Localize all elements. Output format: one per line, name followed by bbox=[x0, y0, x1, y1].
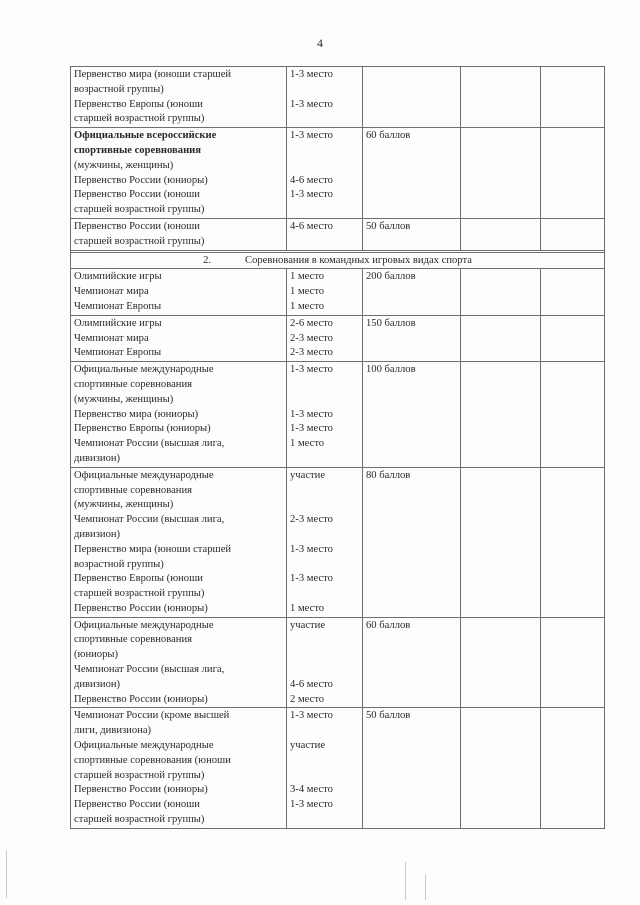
points-cell bbox=[363, 708, 461, 828]
place-line bbox=[290, 587, 359, 602]
competition-line: старшей возрастной группы) bbox=[74, 204, 205, 216]
competition-line: Официальные международные bbox=[74, 740, 214, 752]
empty-cell bbox=[461, 362, 541, 468]
points-cell bbox=[363, 467, 461, 617]
competition-cell bbox=[71, 315, 287, 361]
place-line: 4-6 место bbox=[290, 678, 333, 690]
competition-cell bbox=[71, 362, 287, 468]
place-line bbox=[290, 663, 359, 678]
points-value: 200 баллов bbox=[366, 271, 416, 283]
competition-line: лиги, дивизиона) bbox=[74, 725, 152, 737]
competition-line: Первенство России (юниоры) bbox=[74, 174, 208, 186]
place-line: 1-3 место bbox=[290, 364, 333, 376]
competition-line: Первенство мира (юноши старшей bbox=[74, 69, 232, 80]
place-line bbox=[290, 393, 359, 408]
competition-line: Первенство России (юноши bbox=[74, 220, 200, 232]
points-cell bbox=[363, 315, 461, 361]
competition-line: возрастной группы) bbox=[74, 558, 164, 570]
competition-line: дивизион) bbox=[74, 452, 121, 464]
competition-line: (юниоры) bbox=[74, 649, 119, 661]
place-line: 2-6 место bbox=[290, 317, 333, 329]
competition-line: Официальные международные bbox=[74, 469, 214, 481]
competition-cell bbox=[71, 269, 287, 315]
place-line: 1 место bbox=[290, 602, 325, 614]
competition-line: старшей возрастной группы) bbox=[74, 235, 205, 247]
place-line bbox=[290, 633, 359, 648]
empty-cell bbox=[541, 128, 605, 219]
place-line: 2-3 место bbox=[290, 514, 333, 526]
place-line: 1 место bbox=[290, 438, 325, 450]
competition-line: Первенство мира (юниоры) bbox=[74, 408, 199, 420]
place-line: 1 место bbox=[290, 300, 325, 312]
section-heading bbox=[71, 252, 605, 269]
competition-line: Чемпионат Европы bbox=[74, 347, 162, 359]
empty-cell bbox=[541, 269, 605, 315]
competition-line: Первенство мира (юноши старшей bbox=[74, 543, 232, 555]
place-line: 4-6 место bbox=[290, 174, 333, 186]
scan-artifact bbox=[425, 874, 426, 900]
place-cell bbox=[287, 128, 363, 219]
place-line bbox=[290, 528, 359, 543]
place-line: 1-3 место bbox=[290, 710, 333, 722]
competition-line: Официальные международные bbox=[74, 619, 214, 631]
competition-line: старшей возрастной группы) bbox=[74, 113, 205, 125]
empty-cell bbox=[461, 467, 541, 617]
table-row bbox=[71, 252, 605, 269]
place-cell bbox=[287, 708, 363, 828]
place-line bbox=[290, 484, 359, 499]
place-line: 1-3 место bbox=[290, 98, 333, 110]
place-line bbox=[290, 648, 359, 663]
points-value: 150 баллов bbox=[366, 317, 416, 329]
empty-cell bbox=[541, 708, 605, 828]
points-value: 60 баллов bbox=[366, 619, 411, 631]
empty-cell bbox=[541, 67, 605, 128]
competition-line: дивизион) bbox=[74, 528, 121, 540]
points-value: 80 баллов bbox=[366, 469, 411, 481]
place-line: 1 место bbox=[290, 271, 325, 283]
table-row bbox=[71, 269, 605, 315]
empty-cell bbox=[541, 617, 605, 708]
place-line: 1-3 место bbox=[290, 69, 333, 80]
place-cell bbox=[287, 362, 363, 468]
competition-line: старшей возрастной группы) bbox=[74, 769, 205, 781]
points-value: 60 баллов bbox=[366, 130, 411, 142]
competition-cell bbox=[71, 218, 287, 250]
place-line bbox=[290, 498, 359, 513]
competition-cell bbox=[71, 617, 287, 708]
place-cell bbox=[287, 467, 363, 617]
competition-line: возрастной группы) bbox=[74, 83, 164, 95]
points-value: 100 баллов bbox=[366, 364, 416, 376]
points-cell bbox=[363, 617, 461, 708]
competition-line: Первенство России (юноши bbox=[74, 189, 200, 201]
place-line bbox=[290, 83, 359, 98]
empty-cell bbox=[541, 218, 605, 250]
place-line: участие bbox=[290, 740, 326, 752]
place-line bbox=[290, 235, 359, 250]
place-line: 1-3 место bbox=[290, 573, 333, 585]
table-row bbox=[71, 708, 605, 828]
points-cell bbox=[363, 269, 461, 315]
empty-cell bbox=[461, 617, 541, 708]
competition-line: спортивные соревнования bbox=[74, 634, 193, 646]
place-line bbox=[290, 144, 359, 159]
place-line: 4-6 место bbox=[290, 220, 333, 232]
points-cell bbox=[363, 128, 461, 219]
competition-line: Первенство России (юниоры) bbox=[74, 784, 208, 796]
place-line bbox=[290, 769, 359, 784]
empty-cell bbox=[461, 708, 541, 828]
empty-cell bbox=[541, 467, 605, 617]
place-line: участие bbox=[290, 619, 326, 631]
empty-cell bbox=[461, 315, 541, 361]
table-row bbox=[71, 315, 605, 361]
place-line: 1-3 место bbox=[290, 189, 333, 201]
points-cell bbox=[363, 67, 461, 128]
competition-line: (мужчины, женщины) bbox=[74, 159, 174, 171]
empty-cell bbox=[461, 67, 541, 128]
place-line bbox=[290, 112, 359, 127]
page-number: 4 bbox=[317, 36, 323, 50]
competition-line: Официальные всероссийские bbox=[74, 130, 217, 142]
empty-cell bbox=[461, 218, 541, 250]
competition-line: спортивные соревнования bbox=[74, 484, 193, 496]
achievement-points-table bbox=[70, 66, 605, 829]
competition-line: Первенство России (юниоры) bbox=[74, 693, 208, 705]
place-line: 2 место bbox=[290, 693, 325, 705]
points-cell bbox=[363, 218, 461, 250]
table-row bbox=[71, 218, 605, 250]
table-row bbox=[71, 467, 605, 617]
place-line bbox=[290, 754, 359, 769]
place-line bbox=[290, 452, 359, 467]
competition-line: дивизион) bbox=[74, 678, 121, 690]
place-cell bbox=[287, 218, 363, 250]
place-cell bbox=[287, 67, 363, 128]
place-line: 3-4 место bbox=[290, 784, 333, 796]
points-value: 50 баллов bbox=[366, 710, 411, 722]
place-cell bbox=[287, 617, 363, 708]
empty-cell bbox=[541, 362, 605, 468]
place-line bbox=[290, 159, 359, 174]
place-line: 1-3 место bbox=[290, 423, 333, 435]
empty-cell bbox=[461, 128, 541, 219]
place-line bbox=[290, 378, 359, 393]
competition-line: Олимпийские игры bbox=[74, 317, 162, 329]
competition-line: Первенство России (юниоры) bbox=[74, 602, 208, 614]
competition-line: Чемпионат мира bbox=[74, 286, 149, 298]
competition-cell bbox=[71, 467, 287, 617]
section-title: Соревнования в командных игровых видах спорта bbox=[245, 254, 472, 266]
table-row bbox=[71, 128, 605, 219]
empty-cell bbox=[461, 269, 541, 315]
place-line: 1-3 место bbox=[290, 408, 333, 420]
place-line bbox=[290, 558, 359, 573]
competition-line: Чемпионат Европы bbox=[74, 300, 162, 312]
competition-line: спортивные соревнования (юноши bbox=[74, 754, 231, 766]
competition-line: (мужчины, женщины) bbox=[74, 393, 174, 405]
place-line: 1-3 место bbox=[290, 130, 333, 142]
points-cell bbox=[363, 362, 461, 468]
competition-line: Чемпионат России (высшая лига, bbox=[74, 438, 225, 450]
competition-line: (мужчины, женщины) bbox=[74, 499, 174, 511]
competition-line: Чемпионат России (высшая лига, bbox=[74, 514, 225, 526]
scan-artifact bbox=[6, 850, 7, 898]
competition-line: Чемпионат России (кроме высшей bbox=[74, 710, 230, 722]
place-line: участие bbox=[290, 469, 326, 481]
competition-line: старшей возрастной группы) bbox=[74, 588, 205, 600]
competition-line: Первенство Европы (юноши bbox=[74, 98, 203, 110]
scan-artifact bbox=[405, 862, 406, 900]
competition-line: Первенство России (юноши bbox=[74, 799, 200, 811]
place-cell bbox=[287, 315, 363, 361]
table-row bbox=[71, 362, 605, 468]
competition-cell bbox=[71, 128, 287, 219]
competition-cell bbox=[71, 67, 287, 128]
place-line: 1-3 место bbox=[290, 543, 333, 555]
competition-line: Первенство Европы (юниоры) bbox=[74, 423, 211, 435]
points-value: 50 баллов bbox=[366, 220, 411, 232]
competition-cell bbox=[71, 708, 287, 828]
table-row bbox=[71, 617, 605, 708]
place-line bbox=[290, 813, 359, 828]
competition-line: старшей возрастной группы) bbox=[74, 814, 205, 826]
section-number: 2. bbox=[203, 254, 212, 266]
place-line: 2-3 место bbox=[290, 347, 333, 359]
competition-line: Чемпионат мира bbox=[74, 332, 149, 344]
place-line bbox=[290, 724, 359, 739]
place-line: 1 место bbox=[290, 286, 325, 298]
table-body bbox=[71, 67, 605, 829]
competition-line: Официальные международные bbox=[74, 364, 214, 376]
competition-line: Первенство Европы (юноши bbox=[74, 573, 203, 585]
place-line: 2-3 место bbox=[290, 332, 333, 344]
competition-line: Олимпийские игры bbox=[74, 271, 162, 283]
competition-line: Чемпионат России (высшая лига, bbox=[74, 664, 225, 676]
place-line: 1-3 место bbox=[290, 799, 333, 811]
table-row bbox=[71, 67, 605, 128]
place-line bbox=[290, 203, 359, 218]
competition-line: спортивные соревнования bbox=[74, 378, 193, 390]
competition-line: спортивные соревнования bbox=[74, 144, 202, 156]
empty-cell bbox=[541, 315, 605, 361]
place-cell bbox=[287, 269, 363, 315]
